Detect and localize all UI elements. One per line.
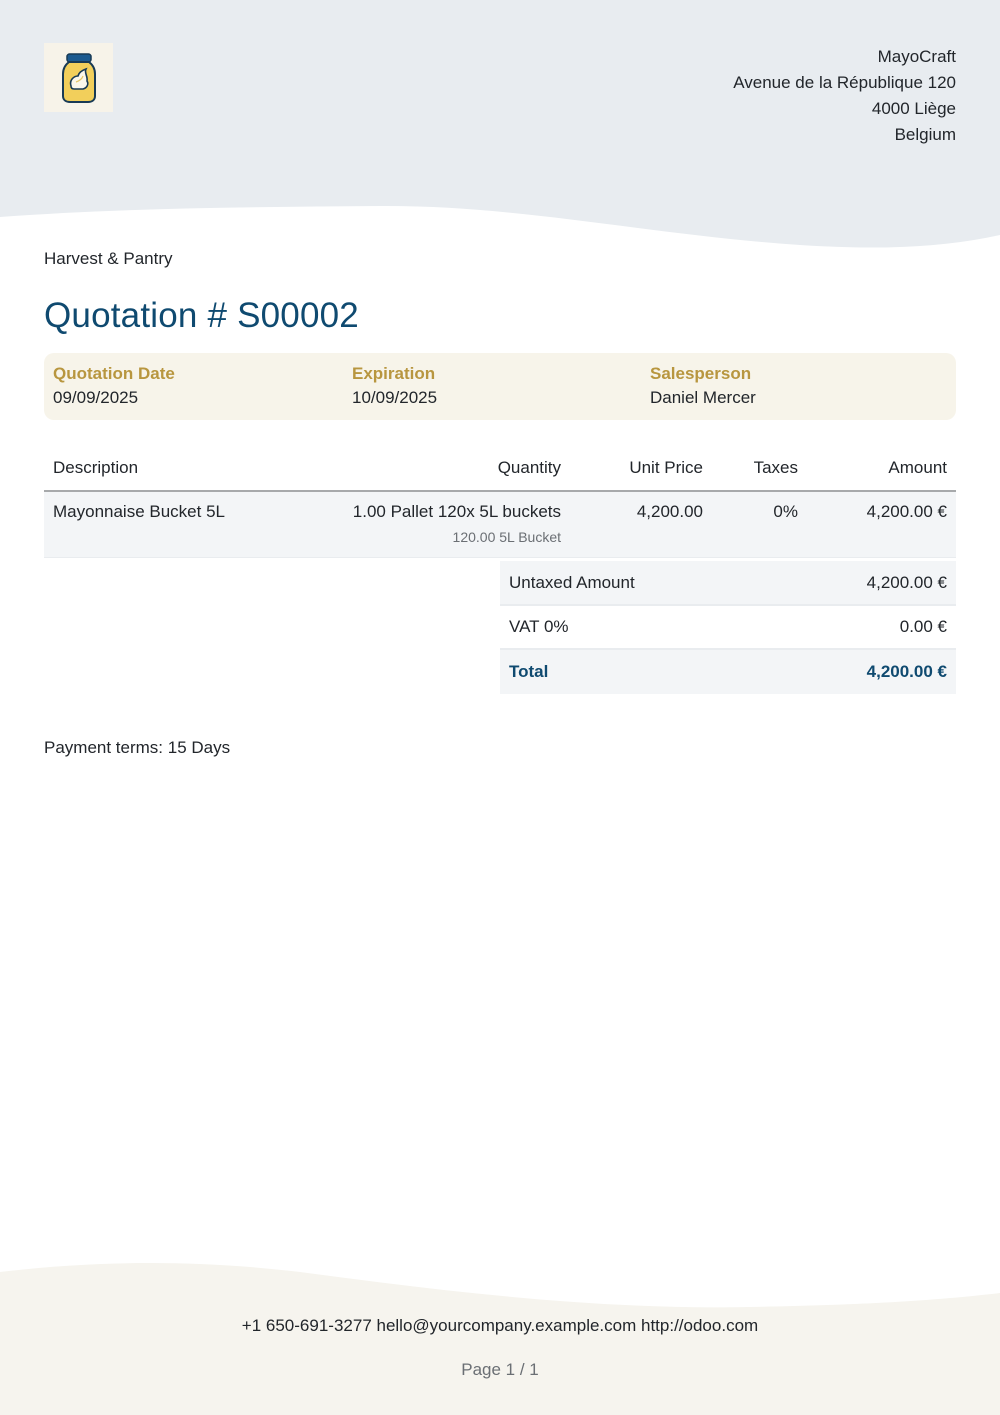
line-quantity-secondary: 120.00 5L Bucket [452,529,561,545]
line-unit-price: 4,200.00 [570,491,712,558]
mayonnaise-jar-icon [59,52,99,104]
vat-value: 0.00 € [771,605,956,649]
line-quantity: 1.00 Pallet 120x 5L buckets [352,502,561,521]
company-address-line: Avenue de la République 120 [733,73,956,92]
vat-label: VAT 0% [500,605,771,649]
quotation-date-field [53,363,175,411]
line-description: Mayonnaise Bucket 5L [44,491,334,558]
total-row [500,649,956,694]
untaxed-amount-row [500,561,956,605]
page-number: Page 1 / 1 [461,1360,539,1379]
table-row [44,491,956,558]
quotation-date-value: 09/09/2025 [53,388,139,407]
column-header-amount: Amount [807,446,956,491]
line-taxes: 0% [712,491,807,558]
expiration-label: Expiration [352,364,436,383]
company-logo [44,43,113,112]
order-lines-table [44,446,956,558]
column-header-unit-price: Unit Price [570,446,712,491]
company-address-line: Belgium [894,125,956,144]
line-quantity-cell [334,491,570,558]
salesperson-label: Salesperson [650,364,752,383]
vat-row [500,605,956,649]
untaxed-amount-value: 4,200.00 € [771,561,956,605]
total-value: 4,200.00 € [771,649,956,694]
totals-table [500,561,956,694]
quotation-info-box [44,353,956,420]
company-address [733,44,956,148]
total-label: Total [500,649,771,694]
customer-name: Harvest & Pantry [44,249,173,268]
column-header-taxes: Taxes [712,446,807,491]
page-title: Quotation # S00002 [44,296,359,335]
company-name: MayoCraft [877,47,956,66]
salesperson-field [650,363,756,411]
footer-contact-info: +1 650-691-3277 hello@yourcompany.example.com http://odoo.com [241,1316,759,1335]
expiration-value: 10/09/2025 [352,388,438,407]
quotation-date-label: Quotation Date [53,364,175,383]
salesperson-value: Daniel Mercer [650,388,756,407]
table-header-row [44,446,956,491]
expiration-field [352,363,437,411]
column-header-quantity: Quantity [334,446,570,491]
line-amount: 4,200.00 € [807,491,956,558]
untaxed-amount-label: Untaxed Amount [500,561,771,605]
payment-terms: Payment terms: 15 Days [44,738,231,757]
column-header-description: Description [44,446,334,491]
company-address-line: 4000 Liège [871,99,956,118]
